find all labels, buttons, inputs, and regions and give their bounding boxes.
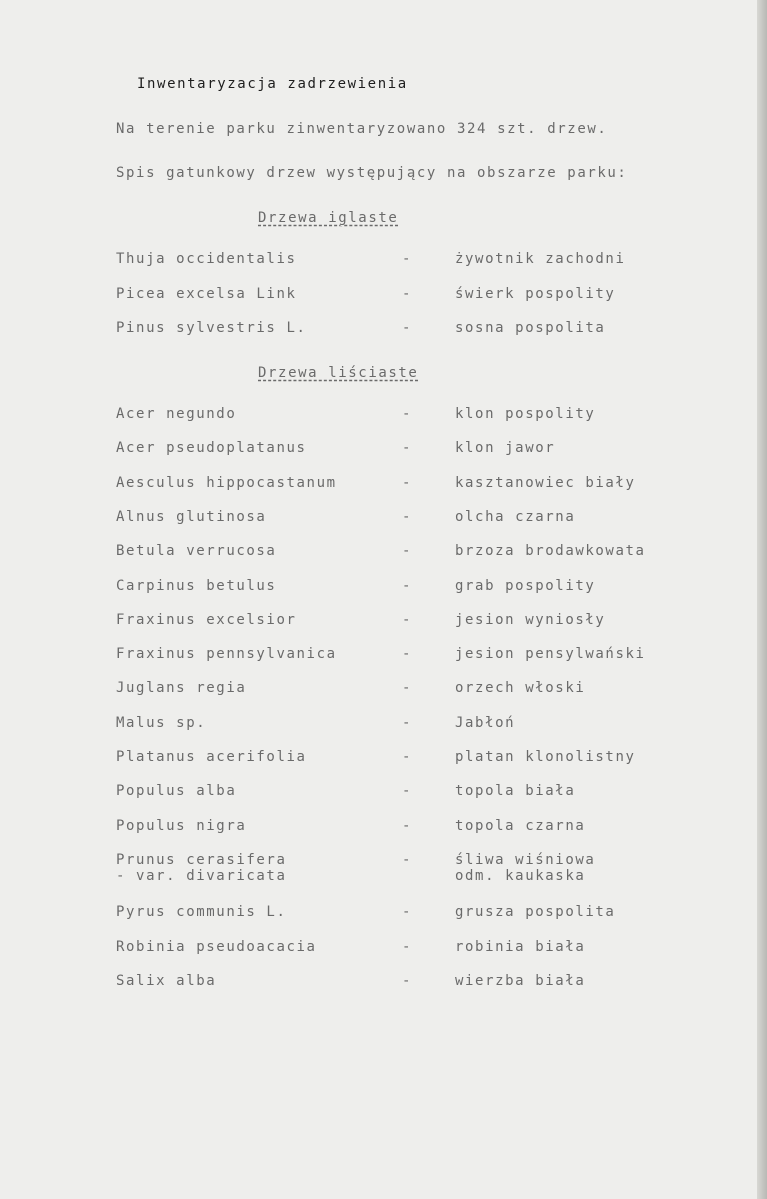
latin-name: Robinia pseudoacacia	[116, 938, 317, 955]
latin-name: Acer pseudoplatanus	[116, 440, 307, 457]
species-row	[0, 973, 767, 991]
polish-name: żywotnik zachodni	[455, 251, 626, 267]
latin-name: Juglans regia	[116, 680, 247, 697]
polish-name: jesion wyniosły	[455, 611, 606, 628]
separator-dash: -	[402, 972, 413, 989]
species-row	[0, 509, 767, 527]
species-row	[0, 286, 767, 304]
species-row	[0, 783, 767, 801]
polish-name: wierzba biała	[455, 972, 586, 989]
polish-name: klon jawor	[455, 440, 556, 457]
species-row	[0, 646, 767, 664]
polish-name: grab pospolity	[455, 577, 596, 594]
latin-name: Pinus sylvestris L.	[116, 320, 307, 336]
separator-dash: -	[402, 749, 413, 765]
separator-dash: -	[402, 285, 413, 302]
polish-name: topola czarna	[455, 817, 586, 834]
latin-name: Populus alba	[116, 783, 237, 800]
species-row	[0, 320, 767, 338]
species-row	[0, 612, 767, 630]
separator-dash: -	[402, 680, 413, 697]
separator-dash: -	[402, 320, 413, 336]
document-title: Inwentaryzacja zadrzewienia	[137, 76, 408, 92]
separator-dash: -	[402, 938, 413, 955]
polish-name: kasztanowiec biały	[455, 474, 636, 491]
separator-dash: -	[402, 904, 413, 921]
polish-name: brzoza brodawkowata	[455, 543, 646, 560]
latin-name: Platanus acerifolia	[116, 749, 307, 765]
species-row	[0, 939, 767, 957]
polish-name: Jabłoń	[455, 714, 516, 731]
separator-dash: -	[402, 474, 413, 491]
separator-dash: -	[402, 851, 413, 868]
separator-dash: -	[402, 440, 413, 457]
species-row	[0, 440, 767, 458]
separator-dash: -	[402, 783, 413, 800]
polish-name: grusza pospolita	[455, 904, 616, 921]
species-row	[0, 578, 767, 596]
species-row	[0, 818, 767, 836]
separator-dash: -	[402, 508, 413, 525]
separator-dash: -	[402, 543, 413, 560]
separator-dash: -	[402, 406, 413, 422]
polish-name: jesion pensylwański	[455, 646, 646, 663]
latin-name: Acer negundo	[116, 406, 237, 422]
polish-name: klon pospolity	[455, 406, 596, 422]
polish-name: sosna pospolita	[455, 320, 606, 336]
intro-count-text: Na terenie parku zinwentaryzowano 324 szt. drzew.	[116, 121, 608, 137]
latin-name: Salix alba	[116, 972, 217, 989]
latin-name: Fraxinus excelsior	[116, 611, 297, 628]
species-row	[0, 680, 767, 698]
separator-dash: -	[402, 646, 413, 663]
polish-name: orzech włoski	[455, 680, 586, 697]
species-row	[0, 715, 767, 733]
latin-name: Pyrus communis L.	[116, 904, 287, 921]
polish-name: śliwa wiśniowa odm. kaukaska	[455, 851, 596, 884]
latin-name: Carpinus betulus	[116, 577, 277, 594]
intro-list-text: Spis gatunkowy drzew występujący na obszarze parku:	[116, 165, 628, 181]
species-row	[0, 251, 767, 269]
separator-dash: -	[402, 251, 413, 267]
section-heading-conifers: Drzewa iglaste	[258, 210, 399, 226]
separator-dash: -	[402, 714, 413, 731]
species-row	[0, 475, 767, 493]
latin-name: Prunus cerasifera - var. divaricata	[116, 851, 287, 884]
species-row	[0, 851, 767, 884]
polish-name: robinia biała	[455, 938, 586, 955]
section-heading-deciduous: Drzewa liściaste	[258, 365, 419, 381]
species-row	[0, 904, 767, 922]
polish-name: świerk pospolity	[455, 285, 616, 302]
page-edge-shadow	[757, 0, 767, 1199]
species-row	[0, 406, 767, 424]
latin-name: Populus nigra	[116, 817, 247, 834]
latin-name: Alnus glutinosa	[116, 508, 267, 525]
polish-name: olcha czarna	[455, 508, 576, 525]
polish-name: topola biała	[455, 783, 576, 800]
species-row	[0, 543, 767, 561]
polish-name: platan klonolistny	[455, 749, 636, 765]
latin-name: Picea excelsa Link	[116, 285, 297, 302]
latin-name: Betula verrucosa	[116, 543, 277, 560]
latin-name: Thuja occidentalis	[116, 251, 297, 267]
latin-name: Aesculus hippocastanum	[116, 474, 337, 491]
separator-dash: -	[402, 577, 413, 594]
latin-name: Malus sp.	[116, 714, 207, 731]
separator-dash: -	[402, 817, 413, 834]
separator-dash: -	[402, 611, 413, 628]
species-row	[0, 749, 767, 767]
latin-name: Fraxinus pennsylvanica	[116, 646, 337, 663]
